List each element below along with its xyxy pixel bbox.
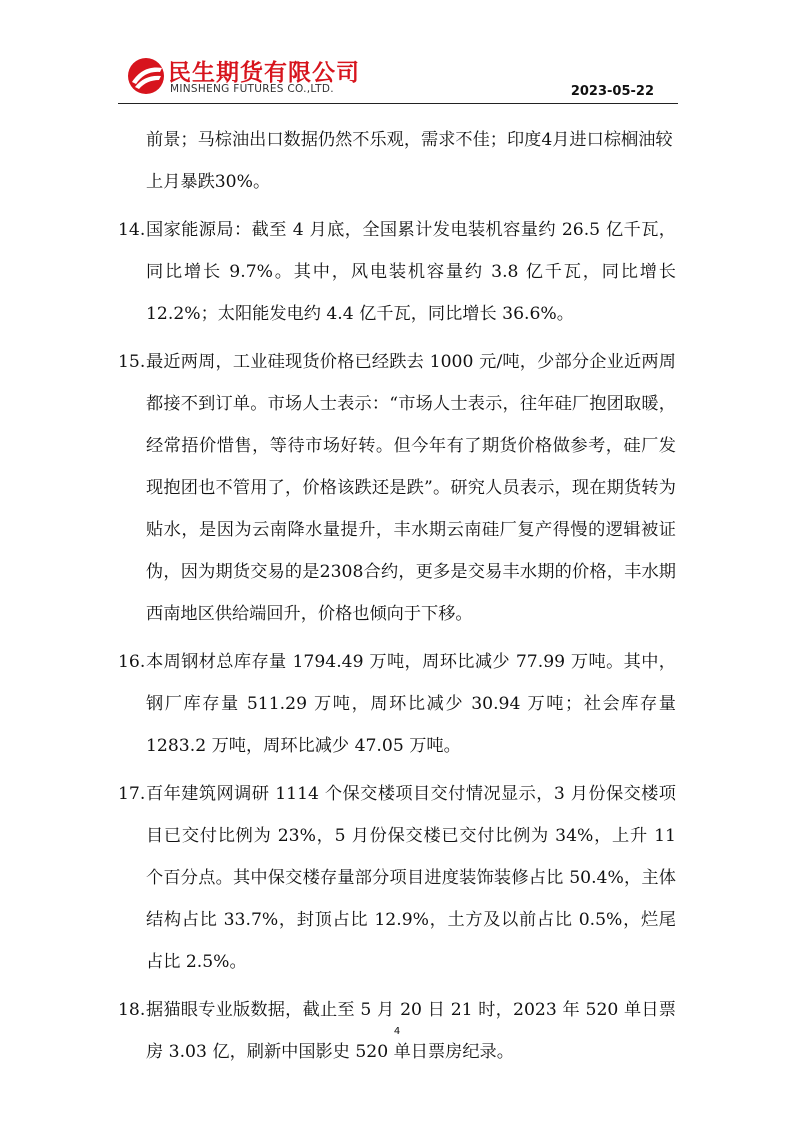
news-item-17 [118, 773, 676, 983]
item-text: 百年建筑网调研 1114 个保交楼项目交付情况显示，3 月份保交楼项目已交付比例为 23%，5 月份保交楼已交付比例为 34%，上升 11 个百分点。其中保交楼存量部分项目进度装饰装修占比 50.4%，主体结构占比 33.7%，封顶占比 12.9%，土方及以前占比 0.5%，烂尾占比 2.5%。 [146, 784, 676, 972]
item-number: 17. [118, 784, 146, 804]
company-name-cn: 民生期货有限公司 [168, 60, 360, 86]
news-item-16 [118, 641, 676, 767]
item-text: 据猫眼专业版数据，截止至 5 月 20 日 21 时，2023 年 520 单日票房 3.03 亿，刷新中国影史 520 单日票房纪录。 [146, 1000, 676, 1062]
item-number: 15. [118, 352, 146, 372]
item-text: 国家能源局：截至 4 月底，全国累计发电装机容量约 26.5 亿千瓦，同比增长 9.7%。其中，风电装机容量约 3.8 亿千瓦，同比增长 12.2%；太阳能发电约 4.4 亿千瓦，同比增长 36.6%。 [146, 220, 676, 324]
news-content [118, 119, 676, 1079]
news-item-14 [118, 209, 676, 335]
minsheng-logo-icon [126, 56, 166, 96]
company-name-en: MINSHENG FUTURES CO.,LTD. [170, 83, 334, 95]
item-text: 最近两周，工业硅现货价格已经跌去 1000 元/吨，少部分企业近两周都接不到订单。市场人士表示：“市场人士表示，往年硅厂抱团取暖，经常捂价惜售，等待市场好转。但今年有了期货价格做参考，硅厂发现抱团也不管用了，价格该跌还是跌”。研究人员表示，现在期货转为贴水，是因为云南降水量提升，丰水期云南硅厂复产得慢的逻辑被证伪，因为期货交易的是2308合约，更多是交易丰水期的价格，丰水期西南地区供给端回升，价格也倾向于下移。 [146, 352, 676, 624]
report-date: 2023-05-22 [570, 84, 654, 99]
item-number: 18. [118, 1000, 146, 1020]
header-divider [118, 103, 678, 104]
page-number: 4 [393, 1026, 401, 1037]
item-number: 16. [118, 652, 146, 672]
continued-paragraph: 前景；马棕油出口数据仍然不乐观，需求不佳；印度4月进口棕榈油较上月暴跌30%。 [146, 130, 673, 192]
news-item-15 [118, 341, 676, 635]
item-number: 14. [118, 220, 146, 240]
page-header [118, 50, 678, 102]
item-text: 本周钢材总库存量 1794.49 万吨，周环比减少 77.99 万吨。其中，钢厂库存量 511.29 万吨，周环比减少 30.94 万吨；社会库存量 1283.2 万吨，周环比减少 47.05 万吨。 [146, 652, 676, 756]
